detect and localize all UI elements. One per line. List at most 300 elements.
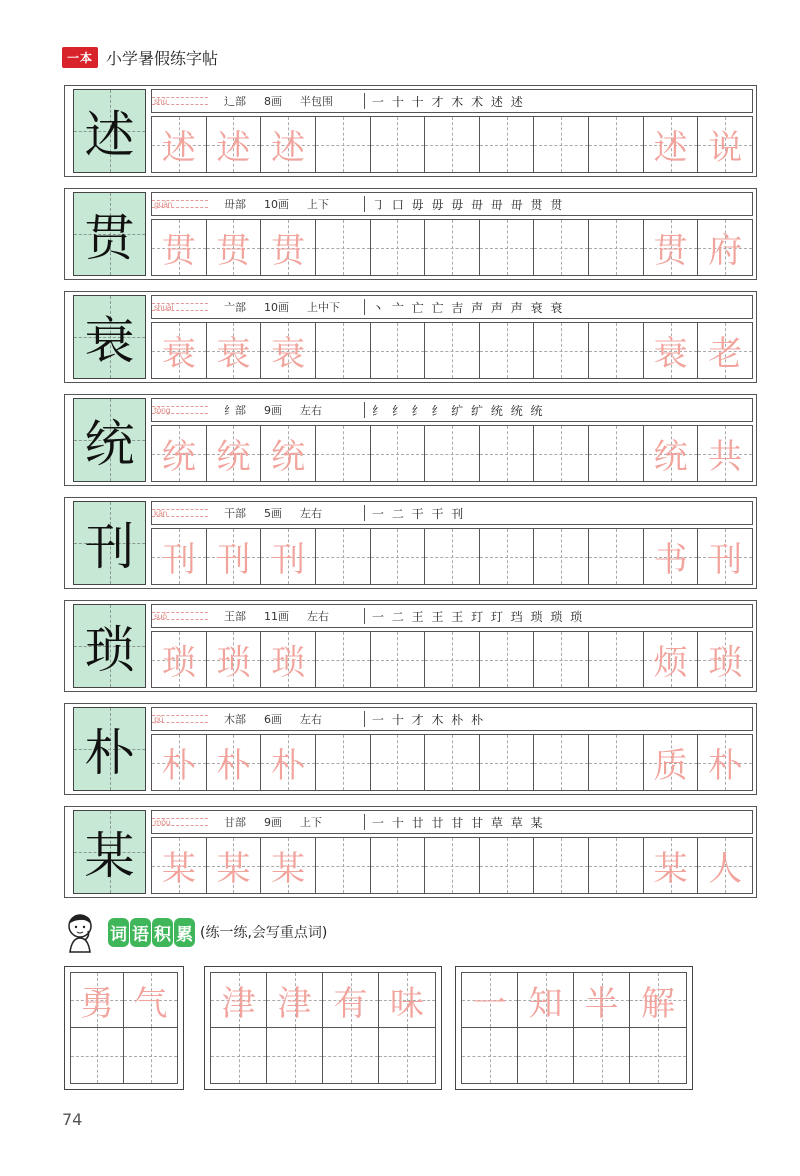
model-character-box bbox=[73, 295, 146, 379]
character-info bbox=[151, 398, 753, 422]
trace-character: 衰 bbox=[271, 334, 306, 374]
trace-character: 刊 bbox=[161, 540, 196, 580]
vocabulary-title-char: 积 bbox=[152, 918, 173, 947]
writing-cell[interactable] bbox=[207, 117, 262, 172]
trace-character bbox=[534, 735, 588, 790]
trace-character: 老 bbox=[708, 334, 743, 374]
word-writing-cell[interactable] bbox=[124, 1028, 177, 1083]
word-writing-cell[interactable] bbox=[518, 973, 574, 1028]
trace-character: 朴 bbox=[708, 746, 743, 786]
trace-character bbox=[371, 632, 425, 687]
character-row bbox=[64, 497, 757, 589]
trace-character: 某 bbox=[271, 849, 306, 889]
pinyin-lines bbox=[152, 605, 208, 627]
word-writing-cell[interactable] bbox=[462, 973, 518, 1028]
character-row bbox=[64, 394, 757, 486]
trace-character bbox=[425, 735, 479, 790]
writing-cell[interactable] bbox=[644, 632, 699, 687]
character-row bbox=[64, 291, 757, 383]
word-writing-cell[interactable] bbox=[630, 973, 686, 1028]
character-info bbox=[151, 810, 753, 834]
trace-character bbox=[480, 529, 534, 584]
writing-cell[interactable] bbox=[534, 632, 589, 687]
character-info bbox=[151, 192, 753, 216]
trace-character: 津 bbox=[277, 983, 312, 1024]
writing-cell[interactable] bbox=[371, 220, 426, 275]
trace-character bbox=[480, 323, 534, 378]
word-writing-cell[interactable] bbox=[574, 1028, 630, 1083]
trace-character bbox=[589, 735, 643, 790]
stroke-order: 一 十 十 才 木 术 述 述 bbox=[372, 90, 525, 112]
writing-cell[interactable] bbox=[644, 323, 699, 378]
writing-cell[interactable] bbox=[316, 323, 371, 378]
trace-character: 述 bbox=[216, 128, 251, 168]
stroke-count: 6画 bbox=[264, 713, 282, 726]
trace-character bbox=[371, 323, 425, 378]
writing-cell[interactable] bbox=[644, 838, 699, 893]
vocabulary-title-char: 累 bbox=[174, 918, 195, 947]
pinyin: mǒu bbox=[154, 817, 171, 827]
writing-cell[interactable] bbox=[480, 323, 535, 378]
character-row bbox=[64, 85, 757, 177]
trace-character bbox=[589, 426, 643, 481]
trace-character bbox=[425, 220, 479, 275]
trace-character bbox=[316, 426, 370, 481]
trace-character bbox=[534, 323, 588, 378]
model-character: 述 bbox=[84, 106, 135, 164]
writing-cell[interactable] bbox=[589, 117, 644, 172]
structure: 左右 bbox=[300, 713, 322, 726]
trace-character: 质 bbox=[653, 746, 688, 786]
writing-cell[interactable] bbox=[152, 838, 207, 893]
writing-cell[interactable] bbox=[261, 632, 316, 687]
writing-cell[interactable] bbox=[480, 529, 535, 584]
page-header bbox=[62, 46, 218, 68]
writing-cell[interactable] bbox=[316, 735, 371, 790]
writing-cell[interactable] bbox=[534, 220, 589, 275]
structure: 上下 bbox=[300, 816, 322, 829]
book-title: 小学暑假练字帖 bbox=[106, 48, 219, 68]
trace-character bbox=[589, 323, 643, 378]
pinyin-lines bbox=[152, 708, 208, 730]
trace-character: 统 bbox=[271, 437, 306, 477]
trace-character bbox=[589, 632, 643, 687]
trace-character: 有 bbox=[333, 983, 368, 1024]
writing-cell[interactable] bbox=[480, 117, 535, 172]
trace-character bbox=[316, 838, 370, 893]
trace-character: 勇 bbox=[80, 983, 114, 1024]
structure: 左右 bbox=[300, 507, 322, 520]
writing-cell[interactable] bbox=[480, 735, 535, 790]
model-character-box bbox=[73, 398, 146, 482]
trace-character: 府 bbox=[708, 231, 743, 271]
model-character-box bbox=[73, 604, 146, 688]
word-writing-cell[interactable] bbox=[211, 1028, 267, 1083]
trace-character: 共 bbox=[708, 437, 743, 477]
word-writing-cell[interactable] bbox=[267, 973, 323, 1028]
writing-cell[interactable] bbox=[698, 426, 752, 481]
writing-cell[interactable] bbox=[425, 323, 480, 378]
stroke-count: 10画 bbox=[264, 198, 289, 211]
trace-character: 统 bbox=[653, 437, 688, 477]
page-number: 74 bbox=[62, 1110, 83, 1129]
character-meta bbox=[224, 811, 340, 833]
writing-cell[interactable] bbox=[207, 838, 262, 893]
word-box-1 bbox=[64, 966, 184, 1090]
writing-cell[interactable] bbox=[207, 632, 262, 687]
writing-cell[interactable] bbox=[589, 529, 644, 584]
writing-cell[interactable] bbox=[152, 117, 207, 172]
structure: 左右 bbox=[307, 610, 329, 623]
writing-cell[interactable] bbox=[207, 426, 262, 481]
trace-character bbox=[316, 117, 370, 172]
trace-character bbox=[371, 838, 425, 893]
writing-cell[interactable] bbox=[425, 117, 480, 172]
writing-cell[interactable] bbox=[371, 426, 426, 481]
trace-character bbox=[371, 735, 425, 790]
trace-character: 味 bbox=[390, 983, 424, 1024]
writing-cell[interactable] bbox=[261, 220, 316, 275]
word-writing-cell[interactable] bbox=[211, 973, 267, 1028]
trace-character bbox=[316, 529, 370, 584]
model-character: 琐 bbox=[84, 621, 135, 679]
stroke-count: 9画 bbox=[264, 404, 282, 417]
trace-character: 述 bbox=[161, 128, 196, 168]
writing-cell[interactable] bbox=[371, 838, 426, 893]
radical: 甘部 bbox=[224, 816, 246, 829]
character-meta bbox=[224, 502, 340, 524]
word-writing-cell[interactable] bbox=[379, 1028, 435, 1083]
writing-cell[interactable] bbox=[425, 632, 480, 687]
model-character: 某 bbox=[84, 827, 135, 885]
stroke-count: 8画 bbox=[264, 95, 282, 108]
trace-character: 琐 bbox=[161, 643, 196, 683]
word-writing-cell[interactable] bbox=[124, 973, 177, 1028]
trace-character: 统 bbox=[161, 437, 196, 477]
radical: 纟部 bbox=[224, 404, 246, 417]
character-info bbox=[151, 707, 753, 731]
model-character-box bbox=[73, 192, 146, 276]
stroke-count: 9画 bbox=[264, 816, 282, 829]
stroke-order: 一 二 干 干 刊 bbox=[372, 502, 465, 524]
vocabulary-title-char: 词 bbox=[108, 918, 129, 947]
word-writing-cell[interactable] bbox=[323, 973, 379, 1028]
practice-grid bbox=[151, 734, 753, 791]
writing-cell[interactable] bbox=[371, 632, 426, 687]
writing-cell[interactable] bbox=[207, 529, 262, 584]
writing-cell[interactable] bbox=[261, 838, 316, 893]
character-meta bbox=[224, 399, 340, 421]
writing-cell[interactable] bbox=[698, 220, 752, 275]
writing-cell[interactable] bbox=[371, 529, 426, 584]
writing-cell[interactable] bbox=[480, 220, 535, 275]
trace-character bbox=[480, 632, 534, 687]
word-writing-cell[interactable] bbox=[630, 1028, 686, 1083]
writing-cell[interactable] bbox=[425, 529, 480, 584]
writing-cell[interactable] bbox=[152, 426, 207, 481]
writing-cell[interactable] bbox=[425, 426, 480, 481]
writing-cell[interactable] bbox=[589, 220, 644, 275]
trace-character: 某 bbox=[216, 849, 251, 889]
trace-character bbox=[480, 117, 534, 172]
trace-character bbox=[425, 838, 479, 893]
character-meta bbox=[224, 90, 351, 112]
writing-cell[interactable] bbox=[589, 838, 644, 893]
trace-character bbox=[371, 529, 425, 584]
writing-cell[interactable] bbox=[534, 117, 589, 172]
stroke-order: 一 十 才 木 朴 朴 bbox=[372, 708, 485, 730]
radical: 亠部 bbox=[224, 301, 246, 314]
trace-character bbox=[371, 117, 425, 172]
practice-grid bbox=[151, 219, 753, 276]
model-character-box bbox=[73, 89, 146, 173]
writing-cell[interactable] bbox=[261, 426, 316, 481]
trace-character bbox=[589, 220, 643, 275]
writing-cell[interactable] bbox=[698, 838, 752, 893]
writing-cell[interactable] bbox=[698, 323, 752, 378]
writing-cell[interactable] bbox=[480, 426, 535, 481]
pinyin-lines bbox=[152, 502, 208, 524]
writing-cell[interactable] bbox=[644, 426, 699, 481]
character-row bbox=[64, 806, 757, 898]
character-meta bbox=[224, 708, 340, 730]
trace-character: 朴 bbox=[216, 746, 251, 786]
trace-character: 琐 bbox=[708, 643, 743, 683]
pinyin: pǔ bbox=[154, 714, 164, 724]
trace-character bbox=[316, 632, 370, 687]
writing-cell[interactable] bbox=[152, 529, 207, 584]
word-grid bbox=[461, 972, 687, 1084]
trace-character: 某 bbox=[161, 849, 196, 889]
practice-grid bbox=[151, 322, 753, 379]
pinyin-lines bbox=[152, 399, 208, 421]
writing-cell[interactable] bbox=[207, 735, 262, 790]
writing-cell[interactable] bbox=[261, 529, 316, 584]
writing-cell[interactable] bbox=[644, 735, 699, 790]
writing-cell[interactable] bbox=[644, 117, 699, 172]
pinyin: guàn bbox=[154, 199, 173, 209]
trace-character: 衰 bbox=[216, 334, 251, 374]
stroke-order: 纟 纟 纟 纟 纩 纩 统 统 统 bbox=[372, 399, 545, 421]
character-info bbox=[151, 89, 753, 113]
pinyin-lines bbox=[152, 193, 208, 215]
model-character: 衰 bbox=[84, 312, 135, 370]
trace-character: 统 bbox=[216, 437, 251, 477]
writing-cell[interactable] bbox=[207, 323, 262, 378]
writing-cell[interactable] bbox=[316, 426, 371, 481]
trace-character bbox=[480, 735, 534, 790]
practice-grid bbox=[151, 528, 753, 585]
writing-cell[interactable] bbox=[152, 220, 207, 275]
writing-cell[interactable] bbox=[261, 735, 316, 790]
writing-cell[interactable] bbox=[534, 426, 589, 481]
trace-character: 衰 bbox=[653, 334, 688, 374]
structure: 上下 bbox=[307, 198, 329, 211]
model-character: 刊 bbox=[84, 518, 135, 576]
structure: 半包围 bbox=[300, 95, 333, 108]
character-row bbox=[64, 703, 757, 795]
character-row bbox=[64, 188, 757, 280]
writing-cell[interactable] bbox=[589, 426, 644, 481]
trace-character: 说 bbox=[708, 128, 743, 168]
trace-character: 述 bbox=[271, 128, 306, 168]
character-row bbox=[64, 600, 757, 692]
stroke-count: 10画 bbox=[264, 301, 289, 314]
writing-cell[interactable] bbox=[534, 735, 589, 790]
word-writing-cell[interactable] bbox=[518, 1028, 574, 1083]
trace-character: 津 bbox=[221, 983, 256, 1024]
trace-character bbox=[425, 426, 479, 481]
trace-character bbox=[425, 117, 479, 172]
writing-cell[interactable] bbox=[316, 632, 371, 687]
word-box-2 bbox=[204, 966, 442, 1090]
writing-cell[interactable] bbox=[534, 323, 589, 378]
writing-cell[interactable] bbox=[480, 632, 535, 687]
pinyin: suǒ bbox=[154, 611, 167, 621]
pinyin-lines bbox=[152, 296, 208, 318]
writing-cell[interactable] bbox=[425, 220, 480, 275]
character-meta bbox=[224, 605, 347, 627]
trace-character: 烦 bbox=[653, 643, 688, 683]
writing-cell[interactable] bbox=[698, 735, 752, 790]
word-grid bbox=[70, 972, 178, 1084]
radical: 王部 bbox=[224, 610, 246, 623]
radical: 毌部 bbox=[224, 198, 246, 211]
word-writing-cell[interactable] bbox=[71, 1028, 124, 1083]
writing-cell[interactable] bbox=[207, 220, 262, 275]
trace-character bbox=[589, 529, 643, 584]
stroke-count: 11画 bbox=[264, 610, 289, 623]
writing-cell[interactable] bbox=[152, 735, 207, 790]
practice-grid bbox=[151, 631, 753, 688]
writing-cell[interactable] bbox=[371, 735, 426, 790]
trace-character: 贯 bbox=[271, 231, 306, 271]
trace-character bbox=[480, 838, 534, 893]
trace-character bbox=[589, 838, 643, 893]
trace-character bbox=[316, 220, 370, 275]
model-character-box bbox=[73, 501, 146, 585]
trace-character: 述 bbox=[653, 128, 688, 168]
radical: 干部 bbox=[224, 507, 246, 520]
trace-character: 刊 bbox=[271, 540, 306, 580]
writing-cell[interactable] bbox=[534, 529, 589, 584]
stroke-order: 一 二 王 王 王 玎 玎 珰 琐 琐 琐 bbox=[372, 605, 584, 627]
writing-cell[interactable] bbox=[480, 838, 535, 893]
pinyin: shuāi bbox=[154, 302, 173, 312]
trace-character bbox=[371, 426, 425, 481]
trace-character bbox=[480, 426, 534, 481]
trace-character bbox=[534, 117, 588, 172]
trace-character bbox=[534, 632, 588, 687]
writing-cell[interactable] bbox=[316, 529, 371, 584]
trace-character bbox=[425, 529, 479, 584]
word-writing-cell[interactable] bbox=[267, 1028, 323, 1083]
trace-character: 知 bbox=[528, 983, 563, 1024]
trace-character: 某 bbox=[653, 849, 688, 889]
writing-cell[interactable] bbox=[425, 838, 480, 893]
word-writing-cell[interactable] bbox=[323, 1028, 379, 1083]
trace-character: 刊 bbox=[216, 540, 251, 580]
writing-cell[interactable] bbox=[698, 529, 752, 584]
trace-character bbox=[371, 220, 425, 275]
structure: 上中下 bbox=[307, 301, 340, 314]
vocabulary-title bbox=[108, 918, 196, 947]
practice-grid bbox=[151, 116, 753, 173]
writing-cell[interactable] bbox=[316, 117, 371, 172]
writing-cell[interactable] bbox=[589, 323, 644, 378]
trace-character: 琐 bbox=[271, 643, 306, 683]
pinyin: tǒng bbox=[154, 405, 171, 415]
trace-character: 刊 bbox=[708, 540, 743, 580]
writing-cell[interactable] bbox=[261, 117, 316, 172]
writing-cell[interactable] bbox=[589, 632, 644, 687]
writing-cell[interactable] bbox=[316, 838, 371, 893]
model-character-box bbox=[73, 810, 146, 894]
trace-character: 贯 bbox=[161, 231, 196, 271]
trace-character: 衰 bbox=[161, 334, 196, 374]
trace-character: 贯 bbox=[216, 231, 251, 271]
trace-character bbox=[316, 323, 370, 378]
word-grid bbox=[210, 972, 436, 1084]
stroke-count: 5画 bbox=[264, 507, 282, 520]
pinyin-lines bbox=[152, 811, 208, 833]
trace-character: 半 bbox=[584, 983, 619, 1024]
writing-cell[interactable] bbox=[152, 323, 207, 378]
trace-character: 解 bbox=[641, 983, 675, 1024]
word-writing-cell[interactable] bbox=[462, 1028, 518, 1083]
writing-cell[interactable] bbox=[261, 323, 316, 378]
writing-cell[interactable] bbox=[152, 632, 207, 687]
trace-character: 琐 bbox=[216, 643, 251, 683]
trace-character bbox=[425, 323, 479, 378]
word-writing-cell[interactable] bbox=[71, 973, 124, 1028]
trace-character bbox=[589, 117, 643, 172]
stroke-order: 丶 亠 亡 亡 吉 声 声 声 衰 衰 bbox=[372, 296, 564, 318]
pinyin: shù bbox=[154, 96, 167, 106]
character-info bbox=[151, 604, 753, 628]
writing-cell[interactable] bbox=[425, 735, 480, 790]
writing-cell[interactable] bbox=[371, 323, 426, 378]
character-meta bbox=[224, 296, 358, 318]
brand-logo: 一本 bbox=[62, 47, 98, 68]
trace-character bbox=[534, 529, 588, 584]
trace-character: 气 bbox=[133, 983, 168, 1024]
pinyin: kān bbox=[154, 508, 168, 518]
stroke-order: ㇆ 口 毋 毋 毋 毌 毌 毌 贯 贯 bbox=[372, 193, 564, 215]
stroke-order: 一 十 廿 廿 甘 甘 草 草 某 bbox=[372, 811, 545, 833]
writing-cell[interactable] bbox=[644, 220, 699, 275]
model-character: 贯 bbox=[84, 209, 135, 267]
writing-cell[interactable] bbox=[698, 117, 752, 172]
writing-cell[interactable] bbox=[316, 220, 371, 275]
writing-cell[interactable] bbox=[589, 735, 644, 790]
character-info bbox=[151, 295, 753, 319]
writing-cell[interactable] bbox=[371, 117, 426, 172]
character-meta bbox=[224, 193, 347, 215]
trace-character: 朴 bbox=[271, 746, 306, 786]
trace-character bbox=[534, 838, 588, 893]
trace-character: 一 bbox=[472, 983, 507, 1024]
radical: 辶部 bbox=[224, 95, 246, 108]
writing-cell[interactable] bbox=[644, 529, 699, 584]
vocabulary-subtitle: (练一练,会写重点词) bbox=[200, 925, 328, 941]
writing-cell[interactable] bbox=[698, 632, 752, 687]
word-writing-cell[interactable] bbox=[379, 973, 435, 1028]
structure: 左右 bbox=[300, 404, 322, 417]
writing-cell[interactable] bbox=[534, 838, 589, 893]
trace-character: 朴 bbox=[161, 746, 196, 786]
word-writing-cell[interactable] bbox=[574, 973, 630, 1028]
